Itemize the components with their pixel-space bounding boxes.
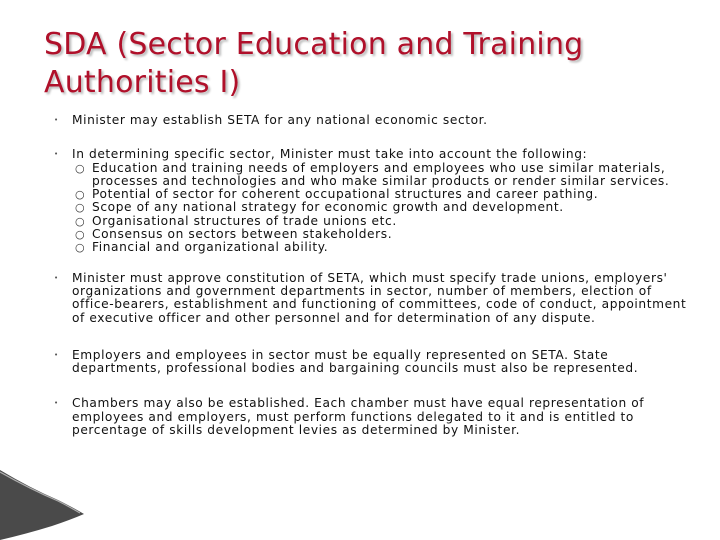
bullet-dot-icon: • xyxy=(54,150,59,159)
bullet-dot-icon: • xyxy=(54,273,59,282)
sub-bullet-text: Organisational structures of trade unions etc. xyxy=(92,213,397,228)
bullet-text: Minister must approve constitution of SETA, which must specify trade unions, employers' organizations and government departments in sector, number of members, election of office-bearers, establishment and functioning of committees, code of conduct, appointment of executive officer and other personnel and for determination of any dispute. xyxy=(72,270,687,325)
sub-bullet-text: Scope of any national strategy for economic growth and development. xyxy=(92,200,564,215)
bullet-text: Minister may establish SETA for any national economic sector. xyxy=(72,113,488,127)
hollow-circle-icon: ○ xyxy=(75,188,86,202)
sub-bullet-text: Consensus on sectors between stakeholders. xyxy=(92,227,393,242)
bullet-text: Chambers may also be established. Each chamber must have equal representation of employees and employers, must perform functions delegated to it and is entitled to percentage of skills development levies as determined by Minister. xyxy=(72,396,645,438)
sub-bullet-text: Potential of sector for coherent occupational structures and career pathing. xyxy=(92,187,599,202)
hollow-circle-icon: ○ xyxy=(75,201,86,215)
bullet-text: In determining specific sector, Minister must take into account the following: xyxy=(72,147,588,162)
page-curl-shadow xyxy=(0,470,84,540)
bullet-dot-icon: • xyxy=(54,350,59,359)
hollow-circle-icon: ○ xyxy=(75,241,86,255)
hollow-circle-icon: ○ xyxy=(75,161,86,175)
sub-bullet-text: Financial and organizational ability. xyxy=(92,240,329,255)
hollow-circle-icon: ○ xyxy=(75,228,86,242)
bullet-dot-icon: • xyxy=(54,116,59,124)
sub-bullet-text: Education and training needs of employers and employees who use similar materials, processes and technologies and who make similar products or render similar services. xyxy=(92,160,670,188)
slide-title: SDA (Sector Education and Training Authorities I) xyxy=(44,27,584,100)
hollow-circle-icon: ○ xyxy=(75,214,86,228)
bullet-text: Employers and employees in sector must be equally represented on SETA. State departments, professional bodies and bargaining councils must also be represented. xyxy=(72,347,639,376)
bullet-dot-icon: • xyxy=(54,399,59,408)
